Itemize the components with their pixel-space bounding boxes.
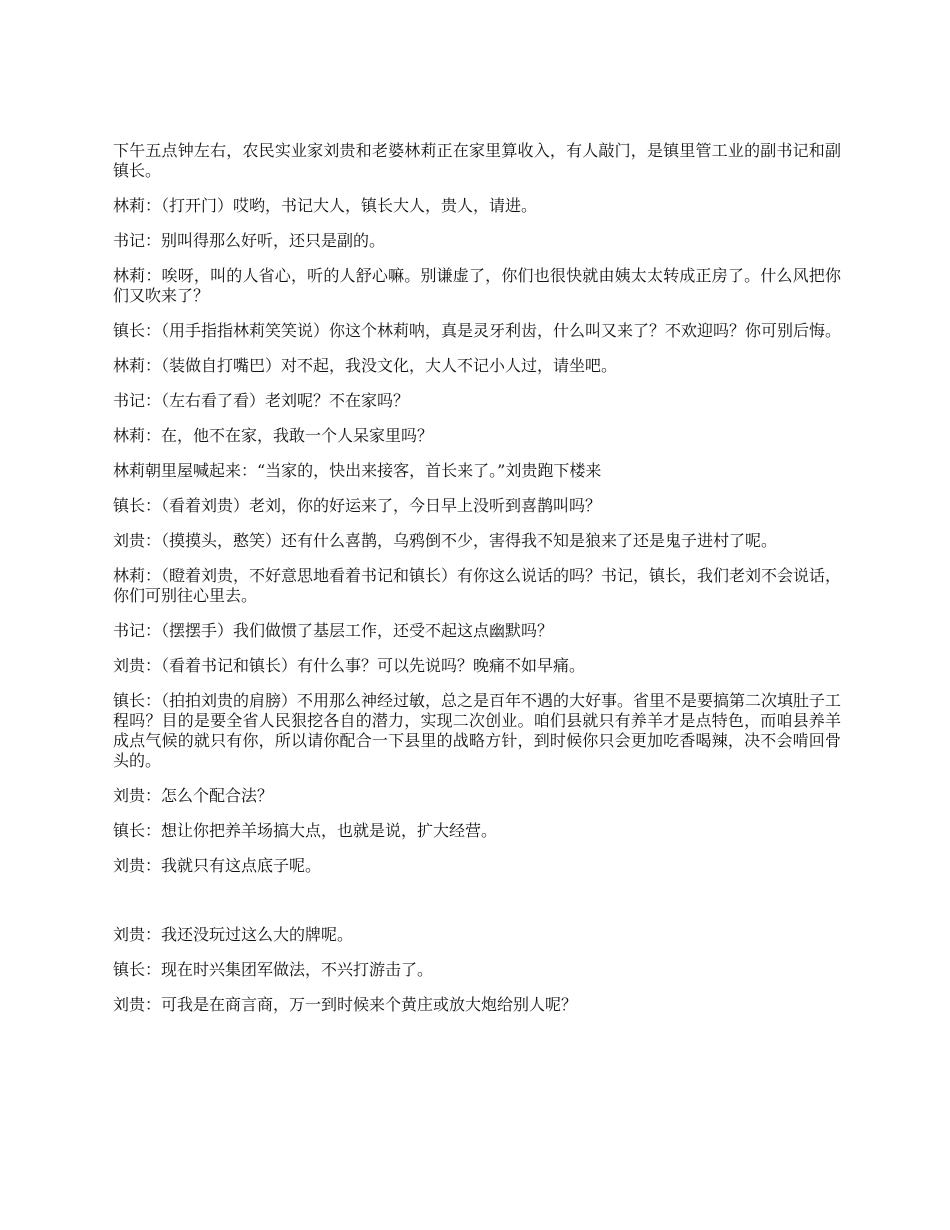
paragraph: 书记：（左右看了看）老刘呢？不在家吗？ bbox=[113, 391, 410, 410]
paragraph: 林莉：唉呀，叫的人省心，听的人舒心嘛。别谦虚了，你们也很快就由姨太太转成正房了。什么风把你们又吹来了？ bbox=[113, 266, 841, 305]
document-body bbox=[113, 141, 841, 1030]
paragraph: 镇长：（拍拍刘贵的肩膀）不用那么神经过敏，总之是百年不遇的大好事。省里不是要搞第二次填肚子工程吗？目的是要全省人民狠挖各自的潜力，实现二次创业。咱们县就只有养羊才是点特色，而咱县养羊成点气候的就只有你，所以请你配合一下县里的战略方针，到时候你只会更加吃香喝辣，决不会啃回骨头的。 bbox=[113, 691, 842, 770]
paragraph: 刘贵：怎么个配合法？ bbox=[113, 786, 274, 805]
paragraph: 镇长：（看着刘贵）老刘，你的好运来了，今日早上没听到喜鹊叫吗？ bbox=[113, 496, 602, 515]
paragraph: 刘贵：（摸摸头，憨笑）还有什么喜鹊，乌鸦倒不少，害得我不知是狼来了还是鬼子进村了呢。 bbox=[113, 531, 778, 550]
paragraph: 刘贵：（看着书记和镇长）有什么事？可以先说吗？晚痛不如早痛。 bbox=[113, 656, 586, 675]
paragraph: 林莉：在，他不在家，我敢一个人呆家里吗？ bbox=[113, 426, 434, 445]
paragraph: 书记：别叫得那么好听，还只是副的。 bbox=[113, 231, 386, 250]
blank-gap bbox=[113, 891, 841, 925]
paragraph: 刘贵：我就只有这点底子呢。 bbox=[113, 856, 322, 875]
paragraph: 刘贵：我还没玩过这么大的牌呢。 bbox=[113, 925, 354, 944]
paragraph: 林莉：（打开门）哎哟，书记大人，镇长大人，贵人，请进。 bbox=[113, 196, 538, 215]
paragraph: 下午五点钟左右，农民实业家刘贵和老婆林莉正在家里算收入，有人敲门，是镇里管工业的副书记和副镇长。 bbox=[113, 141, 841, 180]
paragraph: 镇长：想让你把养羊场搞大点，也就是说，扩大经营。 bbox=[113, 821, 498, 840]
paragraph: 林莉：（瞪着刘贵，不好意思地看着书记和镇长）有你这么说话的吗？书记，镇长，我们老刘不会说话，你们可别往心里去。 bbox=[113, 566, 842, 605]
paragraph: 林莉朝里屋喊起来：“当家的，快出来接客，首长来了。”刘贵跑下楼来 bbox=[113, 461, 602, 480]
paragraph: 书记：（摆摆手）我们做惯了基层工作，还受不起这点幽默吗？ bbox=[113, 621, 554, 640]
paragraph: 刘贵：可我是在商言商，万一到时候来个黄庄或放大炮给别人呢？ bbox=[113, 995, 578, 1014]
paragraph: 镇长：（用手指指林莉笑笑说）你这个林莉呐，真是灵牙利齿，什么叫又来了？不欢迎吗？你可别后悔。 bbox=[113, 321, 842, 340]
paragraph: 镇长：现在时兴集团军做法，不兴打游击了。 bbox=[113, 960, 434, 979]
paragraph: 林莉：（装做自打嘴巴）对不起，我没文化，大人不记小人过，请坐吧。 bbox=[113, 356, 618, 375]
